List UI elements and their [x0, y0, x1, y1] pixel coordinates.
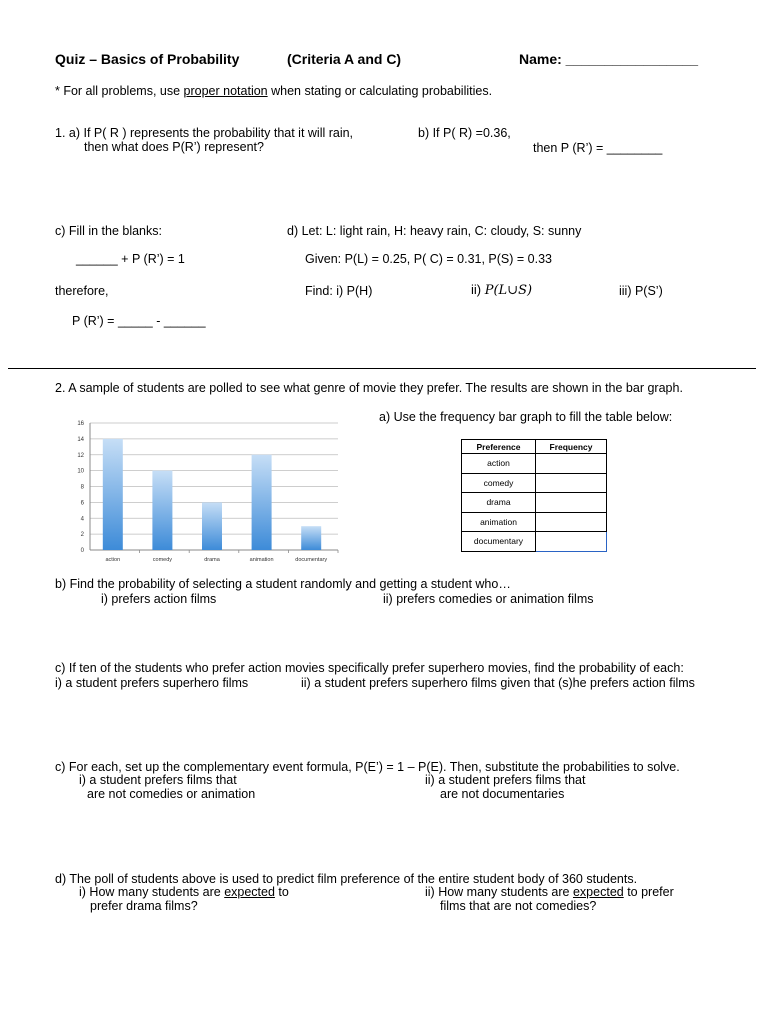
- q2c1-ii: ii) a student prefers superhero films given that (s)he prefers action films: [301, 676, 695, 690]
- preference-cell: documentary: [462, 532, 536, 552]
- table-row: [462, 473, 607, 493]
- y-tick-label: 14: [77, 436, 84, 443]
- frequency-blank-cell[interactable]: [536, 512, 607, 532]
- table-row: [462, 493, 607, 513]
- q2c2-ii-line2: are not documentaries: [440, 787, 565, 801]
- bar-animation: [252, 455, 272, 550]
- frequency-blank-cell[interactable]: [536, 493, 607, 513]
- q2d-ii-line2: films that are not comedies?: [440, 899, 597, 913]
- table-row: [462, 532, 607, 552]
- bar-comedy: [152, 471, 172, 550]
- q2b-text: b) Find the probability of selecting a student randomly and getting a student who…: [55, 577, 511, 591]
- y-tick-label: 16: [77, 421, 84, 427]
- x-tick-label: animation: [249, 557, 274, 563]
- frequency-blank-cell[interactable]: [536, 473, 607, 493]
- y-tick-label: 0: [80, 548, 84, 554]
- q2d-i-line1: [79, 885, 289, 899]
- instructions-suffix: when stating or calculating probabilities.: [267, 84, 493, 98]
- q1d-find: Find: i) P(H): [305, 284, 373, 298]
- q2d-text: d) The poll of students above is used to predict film preference of the entire student body of 360 students.: [55, 872, 638, 886]
- q2b-ii: ii) prefers comedies or animation films: [383, 592, 594, 606]
- y-tick-label: 4: [80, 516, 84, 523]
- table-row: [462, 454, 607, 474]
- q1d-let: d) Let: L: light rain, H: heavy rain, C: cloudy, S: sunny: [287, 224, 582, 238]
- table-row: [462, 512, 607, 532]
- q2c2-text: c) For each, set up the complementary event formula, P(E’) = 1 – P(E). Then, substitute the probabilities to solve.: [55, 760, 680, 774]
- q2c1-i: i) a student prefers superhero films: [55, 676, 249, 690]
- preference-cell: comedy: [462, 473, 536, 493]
- x-tick-label: comedy: [152, 557, 173, 563]
- bar-action: [103, 439, 123, 550]
- q1c-eq2: P (R’) = _____ - ______: [72, 314, 206, 328]
- q1a-line1: 1. a) If P( R ) represents the probability that it will rain,: [55, 126, 354, 140]
- proper-notation-link: proper notation: [183, 84, 268, 98]
- preference-cell: animation: [462, 512, 536, 532]
- preference-cell: action: [462, 454, 536, 474]
- instructions: [55, 84, 492, 98]
- frequency-bar-chart: [60, 414, 342, 566]
- q2d-ii-expected: expected: [572, 885, 624, 899]
- q1d-ii-label: ii): [471, 282, 485, 297]
- q1b-line2: then P (R’) = ________: [533, 141, 663, 155]
- x-tick-label: documentary: [295, 557, 328, 563]
- header-frequency: Frequency: [536, 440, 607, 454]
- preference-cell: drama: [462, 493, 536, 513]
- q1d-ii-math: P(L∪S): [484, 283, 533, 298]
- y-tick-label: 2: [80, 532, 84, 539]
- q2d-ii-prefix: ii) How many students are: [425, 885, 573, 899]
- frequency-blank-cell[interactable]: [536, 454, 607, 474]
- q2-intro: 2. A sample of students are polled to see what genre of movie they prefer. The results are shown in the bar graph.: [55, 381, 683, 395]
- frequency-table: [461, 439, 607, 552]
- q1d-given: Given: P(L) = 0.25, P( C) = 0.31, P(S) = 0.33: [305, 252, 552, 266]
- q2d-i-expected: expected: [224, 885, 275, 899]
- q1c-label: c) Fill in the blanks:: [55, 224, 162, 238]
- x-tick-label: action: [105, 557, 121, 563]
- bar-drama: [202, 502, 222, 550]
- name-field[interactable]: Name: _________________: [519, 51, 699, 67]
- frequency-blank-cell[interactable]: [536, 532, 607, 552]
- q1d-iii: iii) P(S’): [619, 284, 663, 298]
- bar-documentary: [301, 526, 321, 550]
- y-tick-label: 12: [77, 452, 84, 459]
- y-tick-label: 6: [80, 500, 84, 507]
- header-preference: Preference: [462, 440, 536, 454]
- quiz-title: Quiz – Basics of Probability: [55, 51, 240, 67]
- q2a-text: a) Use the frequency bar graph to fill the table below:: [379, 410, 673, 424]
- y-tick-label: 8: [80, 484, 84, 491]
- q2b-i: i) prefers action films: [101, 592, 217, 606]
- q1d-ii: [471, 282, 532, 298]
- q2d-ii-line1: [425, 885, 674, 899]
- q2d-i-suffix: to: [274, 885, 289, 899]
- q2c2-ii-line1: ii) a student prefers films that: [425, 773, 586, 787]
- q2d-i-prefix: i) How many students are: [79, 885, 225, 899]
- q2c2-i-line1: i) a student prefers films that: [79, 773, 237, 787]
- q2d-i-line2: prefer drama films?: [90, 899, 198, 913]
- q1b-line1: b) If P( R) =0.36,: [418, 126, 511, 140]
- instructions-prefix: * For all problems, use: [55, 84, 184, 98]
- q1a-line2: then what does P(R’) represent?: [84, 140, 264, 154]
- q1c-eq1: ______ + P (R’) = 1: [76, 252, 185, 266]
- q2c1-text: c) If ten of the students who prefer action movies specifically prefer superhero movies, find the probability of each:: [55, 661, 684, 675]
- table-header-row: [462, 440, 607, 454]
- x-tick-label: drama: [204, 557, 220, 563]
- criteria-label: (Criteria A and C): [287, 51, 402, 67]
- q1c-therefore: therefore,: [55, 284, 109, 298]
- section-divider: [8, 368, 756, 369]
- q2c2-i-line2: are not comedies or animation: [87, 787, 256, 801]
- y-tick-label: 10: [77, 468, 84, 475]
- q2d-ii-suffix: to prefer: [623, 885, 674, 899]
